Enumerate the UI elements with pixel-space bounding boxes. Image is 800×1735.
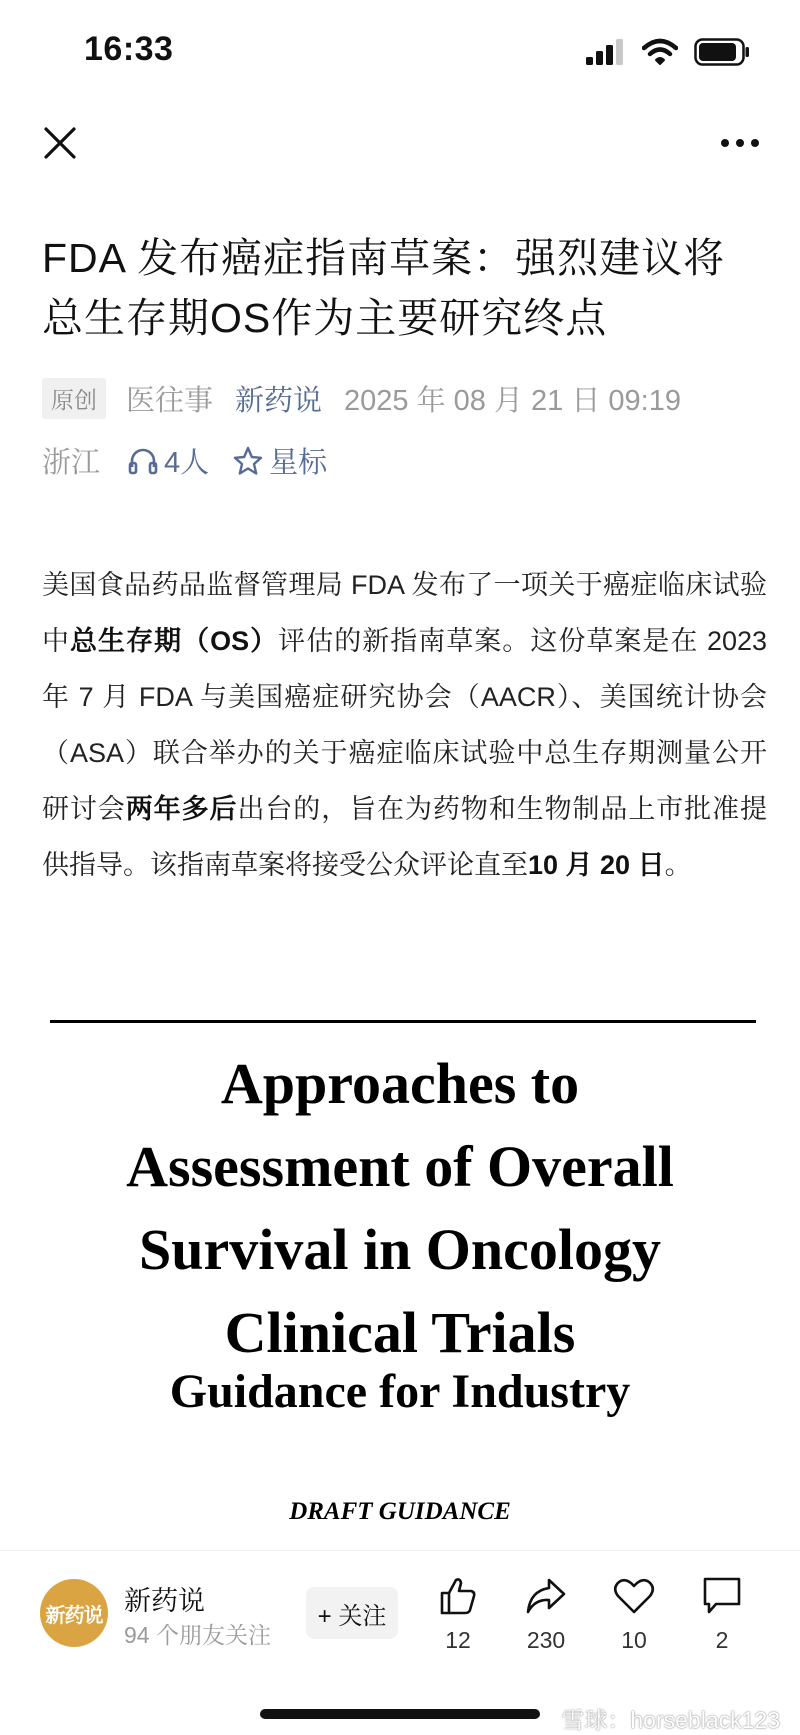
article-paragraph	[42, 557, 767, 893]
status-time: 16:33	[84, 30, 174, 68]
more-horizontal-icon	[720, 138, 760, 148]
more-button[interactable]	[710, 119, 770, 167]
star-icon	[233, 446, 263, 476]
article-meta-secondary	[42, 440, 327, 481]
comment-button[interactable]	[684, 1573, 760, 1654]
cellular-signal-icon	[586, 39, 626, 70]
battery-icon	[694, 38, 750, 71]
share-count: 230	[526, 1627, 566, 1653]
star-button[interactable]	[233, 440, 327, 481]
article-title: FDA 发布癌症指南草案：强烈建议将总生存期OS作为主要研究终点	[42, 235, 726, 341]
headphones-icon	[128, 447, 158, 475]
original-tag: 原创	[42, 378, 106, 419]
heart-icon	[613, 1577, 655, 1615]
publish-datetime: 2025 年 08 月 21 日 09:19	[344, 385, 681, 417]
close-button[interactable]	[36, 119, 84, 167]
account-name[interactable]: 新药说	[124, 1586, 205, 1616]
like-count: 12	[445, 1627, 471, 1653]
wifi-icon	[642, 38, 678, 71]
comment-icon	[701, 1576, 743, 1616]
author-name: 医往事	[126, 385, 214, 417]
star-label: 星标	[269, 447, 328, 479]
body-text-4: 。	[664, 850, 692, 880]
doc-title-line: Assessment of Overall	[126, 1134, 674, 1199]
body-bold-2: 两年多后	[125, 794, 238, 824]
account-link[interactable]: 新药说	[235, 385, 323, 417]
article-meta	[42, 378, 681, 419]
share-button[interactable]	[508, 1573, 584, 1654]
watermark: 雪球：horseblack123	[561, 1707, 780, 1733]
doc-title-line: Survival in Oncology	[138, 1217, 662, 1282]
avatar[interactable]: 新药说	[40, 1579, 108, 1647]
body-text-1: 美国食品药品监督管理局 FDA 发布了一项关于癌症临床试验中	[42, 570, 767, 656]
doc-title-line: Clinical Trials	[224, 1300, 576, 1365]
doc-draft-label: DRAFT GUIDANCE	[289, 1498, 511, 1525]
favorite-count: 10	[621, 1627, 647, 1653]
close-icon	[43, 126, 77, 160]
listen-button[interactable]	[128, 440, 209, 481]
body-text-3: 出台的，旨在为药物和生物制品上市批准提供指导。该指南草案将接受公众评论直至	[42, 794, 768, 880]
location: 浙江	[42, 447, 101, 479]
body-bold-1: 总生存期（OS）	[70, 626, 279, 656]
doc-rule	[50, 1020, 756, 1023]
follow-button[interactable]: + 关注	[306, 1587, 398, 1639]
doc-title-line: Approaches to	[220, 1051, 580, 1116]
nav-bar	[0, 105, 800, 185]
share-icon	[525, 1577, 567, 1615]
status-bar	[0, 0, 800, 100]
listener-count: 4人	[164, 447, 210, 479]
doc-subtitle: Guidance for Industry	[169, 1365, 631, 1418]
like-button[interactable]	[420, 1573, 496, 1654]
favorite-button[interactable]	[596, 1573, 672, 1654]
thumbs-up-icon	[438, 1576, 478, 1616]
comment-count: 2	[715, 1627, 729, 1653]
article-image[interactable]	[42, 1000, 758, 1550]
body-text-2: 评估的新指南草案。这份草案是在 2023 年 7 月 FDA 与美国癌症研究协会（AACR）、美国统计协会（ASA）联合举办的关于癌症临床试验中总生存期测量公开研讨会	[42, 626, 768, 824]
home-indicator[interactable]	[260, 1709, 540, 1719]
status-icons	[586, 38, 750, 71]
followers-count: 94 个朋友关注	[124, 1622, 271, 1648]
doc-title	[42, 1042, 758, 1374]
body-bold-3: 10 月 20 日	[528, 850, 665, 880]
